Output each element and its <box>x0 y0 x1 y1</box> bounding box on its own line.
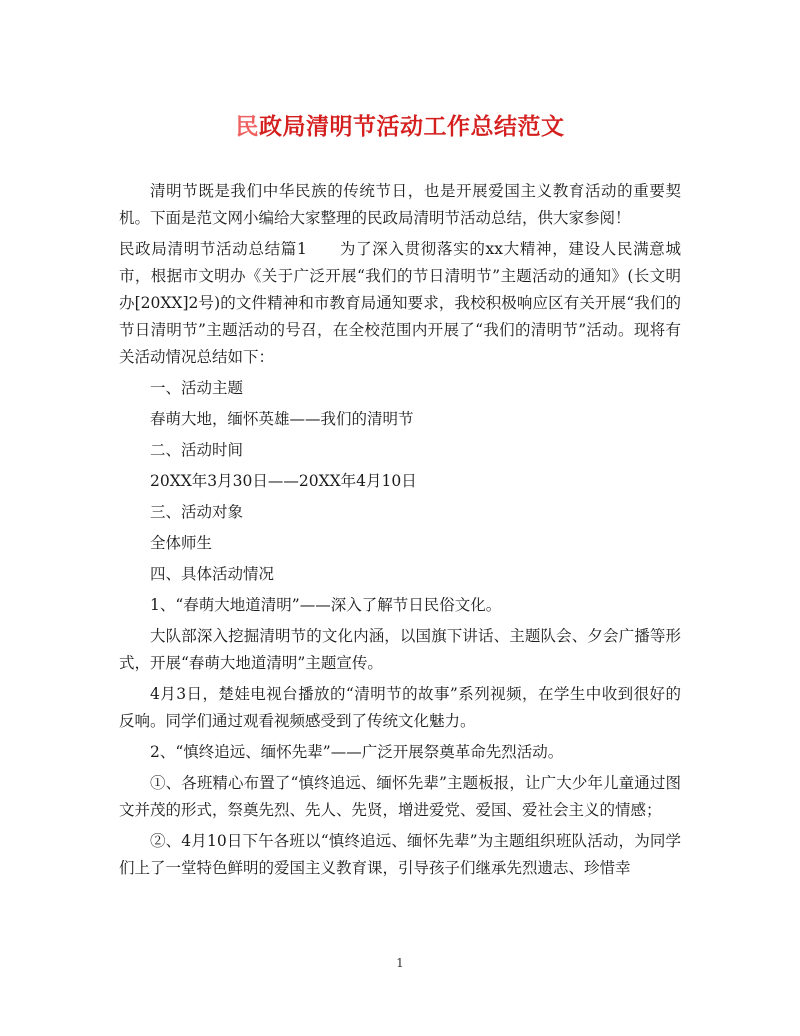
activity-item-2-detail-b: ②、4月10日下午各班以“慎终追远、缅怀先辈”为主题组织班队活动，为同学们上了一堂特色鲜明的爱国主义教育课，引导孩子们继承先烈遗志、珍惜幸 <box>119 832 681 877</box>
activity-item-1-detail-a: 大队部深入挖掘清明节的文化内涵，以国旗下讲话、主题队会、夕会广播等形式，开展“春萌大地道清明”主题宣传。 <box>119 627 681 672</box>
section-heading-audience: 三、活动对象 <box>150 503 244 521</box>
activity-item-2: 2、“慎终追远、缅怀先辈”——广泛开展祭奠革命先烈活动。 <box>150 743 564 761</box>
time-text: 20XX年3月30日——20XX年4月10日 <box>150 472 417 490</box>
activity-item-1-detail-b: 4月3日，楚娃电视台播放的“清明节的故事”系列视频，在学生中收到很好的反响。同学们通过观看视频感受到了传统文化魅力。 <box>119 685 681 730</box>
page-number: 1 <box>396 956 404 970</box>
title-first-char: 民 <box>235 113 259 140</box>
section-heading-theme: 一、活动主题 <box>150 379 244 397</box>
document-body <box>119 178 681 886</box>
theme-text: 春萌大地，缅怀英雄——我们的清明节 <box>150 410 414 428</box>
section-heading-time: 二、活动时间 <box>150 441 244 459</box>
title-rest: 政局清明节活动工作总结范文 <box>259 113 565 140</box>
intro-paragraph: 清明节既是我们中华民族的传统节日，也是开展爱国主义教育活动的重要契机。下面是范文网小编给大家整理的民政局清明节活动总结，供大家参阅！ <box>119 182 681 227</box>
activity-item-1: 1、“春萌大地道清明”——深入了解节日民俗文化。 <box>150 596 502 614</box>
section-heading-activities: 四、具体活动情况 <box>150 565 275 583</box>
summary-paragraph: 民政局清明节活动总结篇1 为了深入贯彻落实的xx大精神，建设人民满意城市，根据市文明办《关于广泛开展“我们的节日清明节”主题活动的通知》(长文明办[20XX]2号)的文件精神和市教育局通知要求，我校积极响应区有关开展“我们的节日清明节”主题活动的号召，在全校范围内开展了“我们的清明节”活动。现将有关活动情况总结如下： <box>119 240 681 366</box>
document-title <box>0 108 800 141</box>
audience-text: 全体师生 <box>150 534 213 552</box>
activity-item-2-detail-a: ①、各班精心布置了“慎终追远、缅怀先辈”主题板报，让广大少年儿童通过图文并茂的形式，祭奠先烈、先人、先贤，增进爱党、爱国、爱社会主义的情感； <box>119 774 681 819</box>
